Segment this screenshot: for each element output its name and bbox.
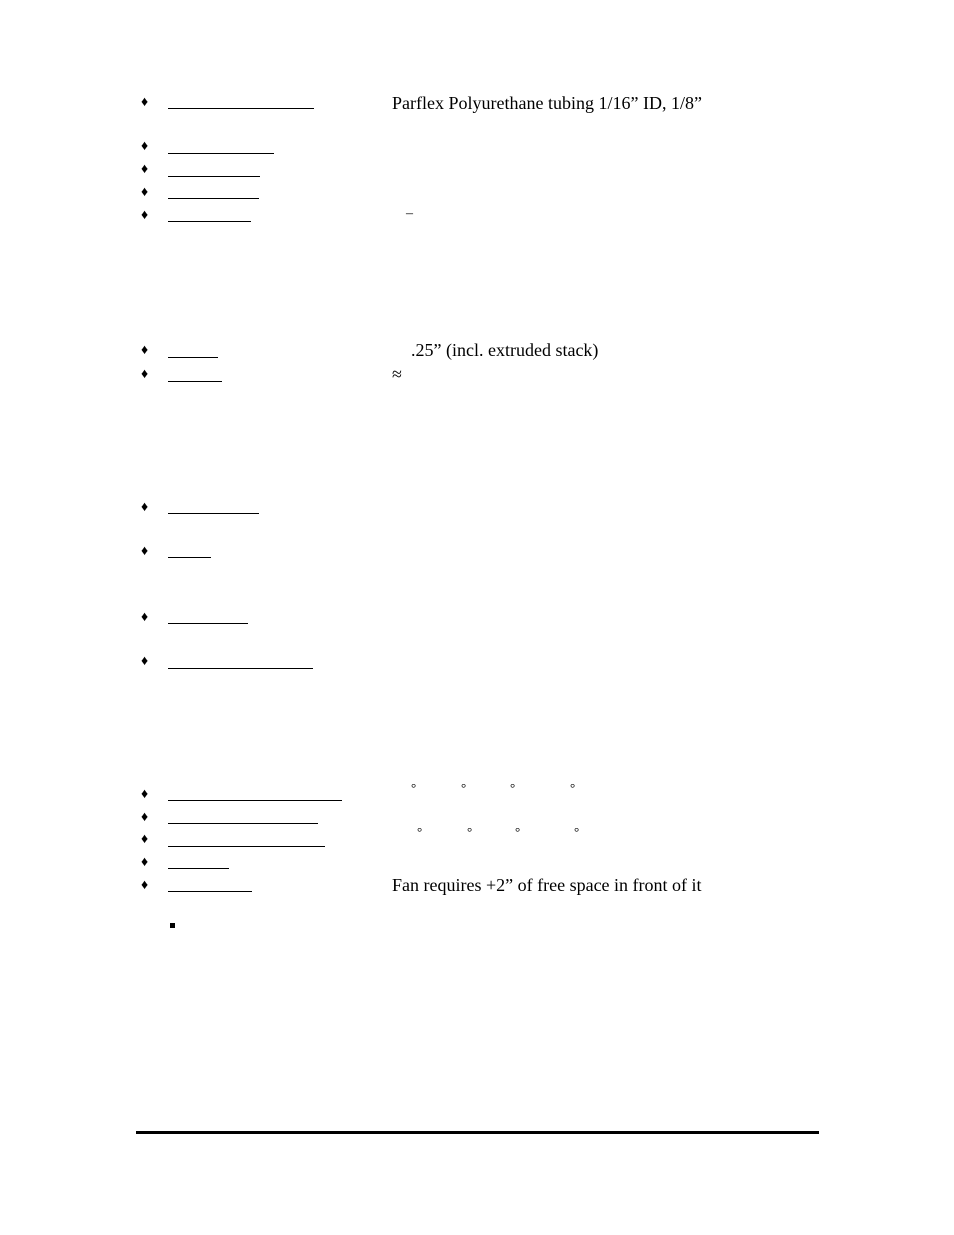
bullet-icon: ♦: [141, 185, 149, 200]
height-spec-text: .25” (incl. extruded stack): [411, 340, 599, 360]
blank-label-line: [168, 868, 229, 869]
blank-label-line: [168, 891, 252, 892]
blank-label-line: [168, 108, 314, 109]
tubing-spec-text: Parflex Polyurethane tubing 1/16” ID, 1/8”: [392, 93, 702, 113]
bullet-icon: ♦: [141, 832, 149, 847]
bullet-icon: ♦: [141, 787, 149, 802]
degree-symbol: °: [467, 824, 473, 839]
degree-symbol: °: [461, 780, 467, 795]
bullet-icon: ♦: [141, 610, 149, 625]
bullet-icon: ♦: [141, 367, 149, 382]
blank-label-line: [168, 623, 248, 624]
footer-rule: [136, 1131, 819, 1134]
blank-label-line: [168, 198, 259, 199]
fan-clearance-text: Fan requires +2” of free space in front of it: [392, 875, 702, 895]
degree-symbol: °: [411, 780, 417, 795]
degree-symbol: °: [515, 824, 521, 839]
blank-label-line: [168, 221, 251, 222]
blank-label-line: [168, 153, 274, 154]
square-bullet-icon: [170, 923, 175, 928]
dash-text: –: [406, 206, 413, 221]
bullet-icon: ♦: [141, 544, 149, 559]
blank-label-line: [168, 557, 211, 558]
blank-label-line: [168, 823, 318, 824]
blank-label-line: [168, 846, 325, 847]
bullet-icon: ♦: [141, 208, 149, 223]
blank-label-line: [168, 800, 342, 801]
bullet-icon: ♦: [141, 654, 149, 669]
bullet-icon: ♦: [141, 810, 149, 825]
bullet-icon: ♦: [141, 878, 149, 893]
approx-symbol: ≈: [392, 364, 402, 384]
blank-label-line: [168, 176, 260, 177]
degree-symbol: °: [574, 824, 580, 839]
blank-label-line: [168, 513, 259, 514]
bullet-icon: ♦: [141, 95, 149, 110]
degree-symbol: °: [510, 780, 516, 795]
bullet-icon: ♦: [141, 855, 149, 870]
blank-label-line: [168, 357, 218, 358]
bullet-icon: ♦: [141, 162, 149, 177]
bullet-icon: ♦: [141, 343, 149, 358]
blank-label-line: [168, 668, 313, 669]
bullet-icon: ♦: [141, 139, 149, 154]
degree-symbol: °: [417, 824, 423, 839]
bullet-icon: ♦: [141, 500, 149, 515]
degree-symbol: °: [570, 780, 576, 795]
blank-label-line: [168, 381, 222, 382]
